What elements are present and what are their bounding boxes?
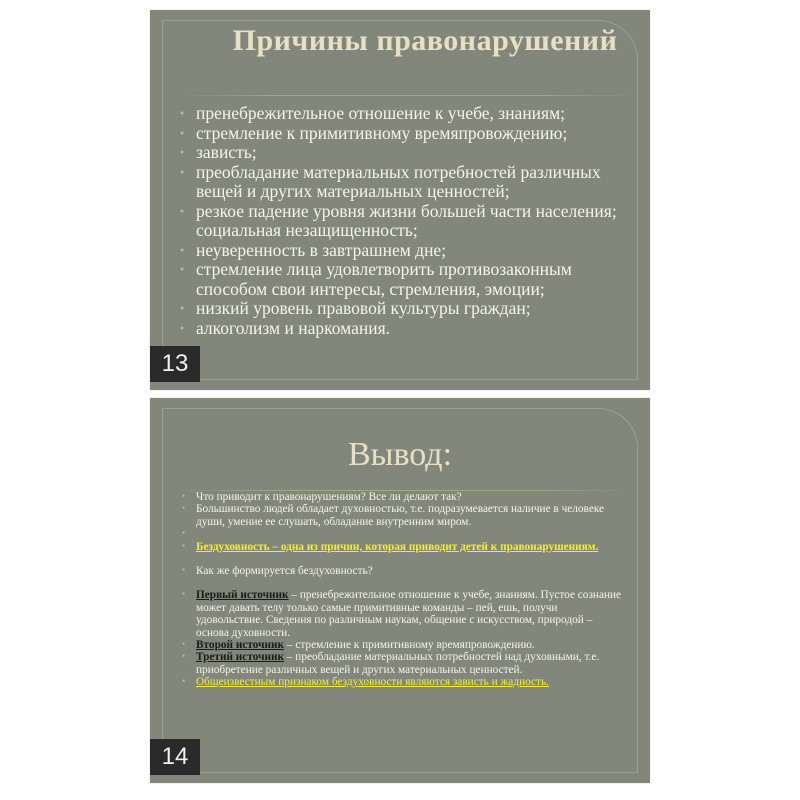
slide-title: Вывод: — [347, 436, 453, 473]
empty-list-item — [180, 528, 625, 540]
source-text: – пренебрежительное отношение к учебе, знаниям. Пустое сознание может давать телу только самые примитивные команды – пей, ешь, получи удовольствие. Сведения по различным наукам, общение с искусством, природой – основа духовности. — [196, 589, 622, 639]
slide-14[interactable] — [150, 398, 650, 783]
list-item — [180, 541, 625, 553]
source-label: Второй источник — [196, 639, 285, 652]
highlight-text: Бездуховность – одна из причин, которая приводит детей к правонарушениям. — [196, 540, 599, 553]
list-item: ● зависть; — [178, 143, 628, 163]
slide-title: Причины правонарушений — [232, 24, 618, 57]
list-item: ● стремление лица удовлетворить противозаконным способом свои интересы, стремления, эмоции; — [178, 260, 628, 299]
highlight-text: Общеизвестным признаком бездуховности являются зависть и жадность. — [196, 676, 549, 689]
source-label: Третий источник — [196, 651, 284, 664]
conclusion-list — [180, 491, 625, 689]
source-text: – стремление к примитивному времяпровождению. — [284, 639, 535, 652]
list-item: ● пренебрежительное отношение к учебе, знаниям; — [178, 104, 628, 124]
list-item: ● низкий уровень правовой культуры граждан; — [178, 299, 628, 319]
list-item: ● неуверенность в завтрашнем дне; — [178, 241, 628, 261]
list-item: ● преобладание материальных потребностей различных вещей и других материальных ценностей; — [178, 163, 628, 202]
source-text: – преобладание материальных потребностей над духовными, т.е. приобретение различных вещей и других материальных ценностей. — [196, 651, 600, 676]
slide-number: 14 — [150, 739, 200, 775]
list-item — [180, 676, 625, 688]
list-item — [180, 651, 625, 676]
list-item: ● алкоголизм и наркомания. — [178, 319, 628, 339]
list-item: ● стремление к примитивному времяпровождению; — [178, 124, 628, 144]
list-item: ● Что приводит к правонарушениям? Все ли делают так? — [180, 491, 625, 503]
list-item — [180, 639, 625, 651]
title-divider — [184, 95, 630, 96]
list-item — [180, 589, 625, 639]
causes-list — [178, 104, 628, 338]
list-item: ● резкое падение уровня жизни большей части населения; социальная незащищенность; — [178, 202, 628, 241]
source-label: Первый источник — [196, 589, 289, 602]
slide-number: 13 — [150, 346, 200, 382]
list-item: ● Большинство людей обладает духовностью, т.е. подразумевается наличие в человеке души, умение ее слушать, обладание внутренним миром. — [180, 503, 625, 528]
slide-13[interactable] — [150, 10, 650, 390]
list-item: ● Как же формируется бездуховность? — [180, 565, 625, 577]
